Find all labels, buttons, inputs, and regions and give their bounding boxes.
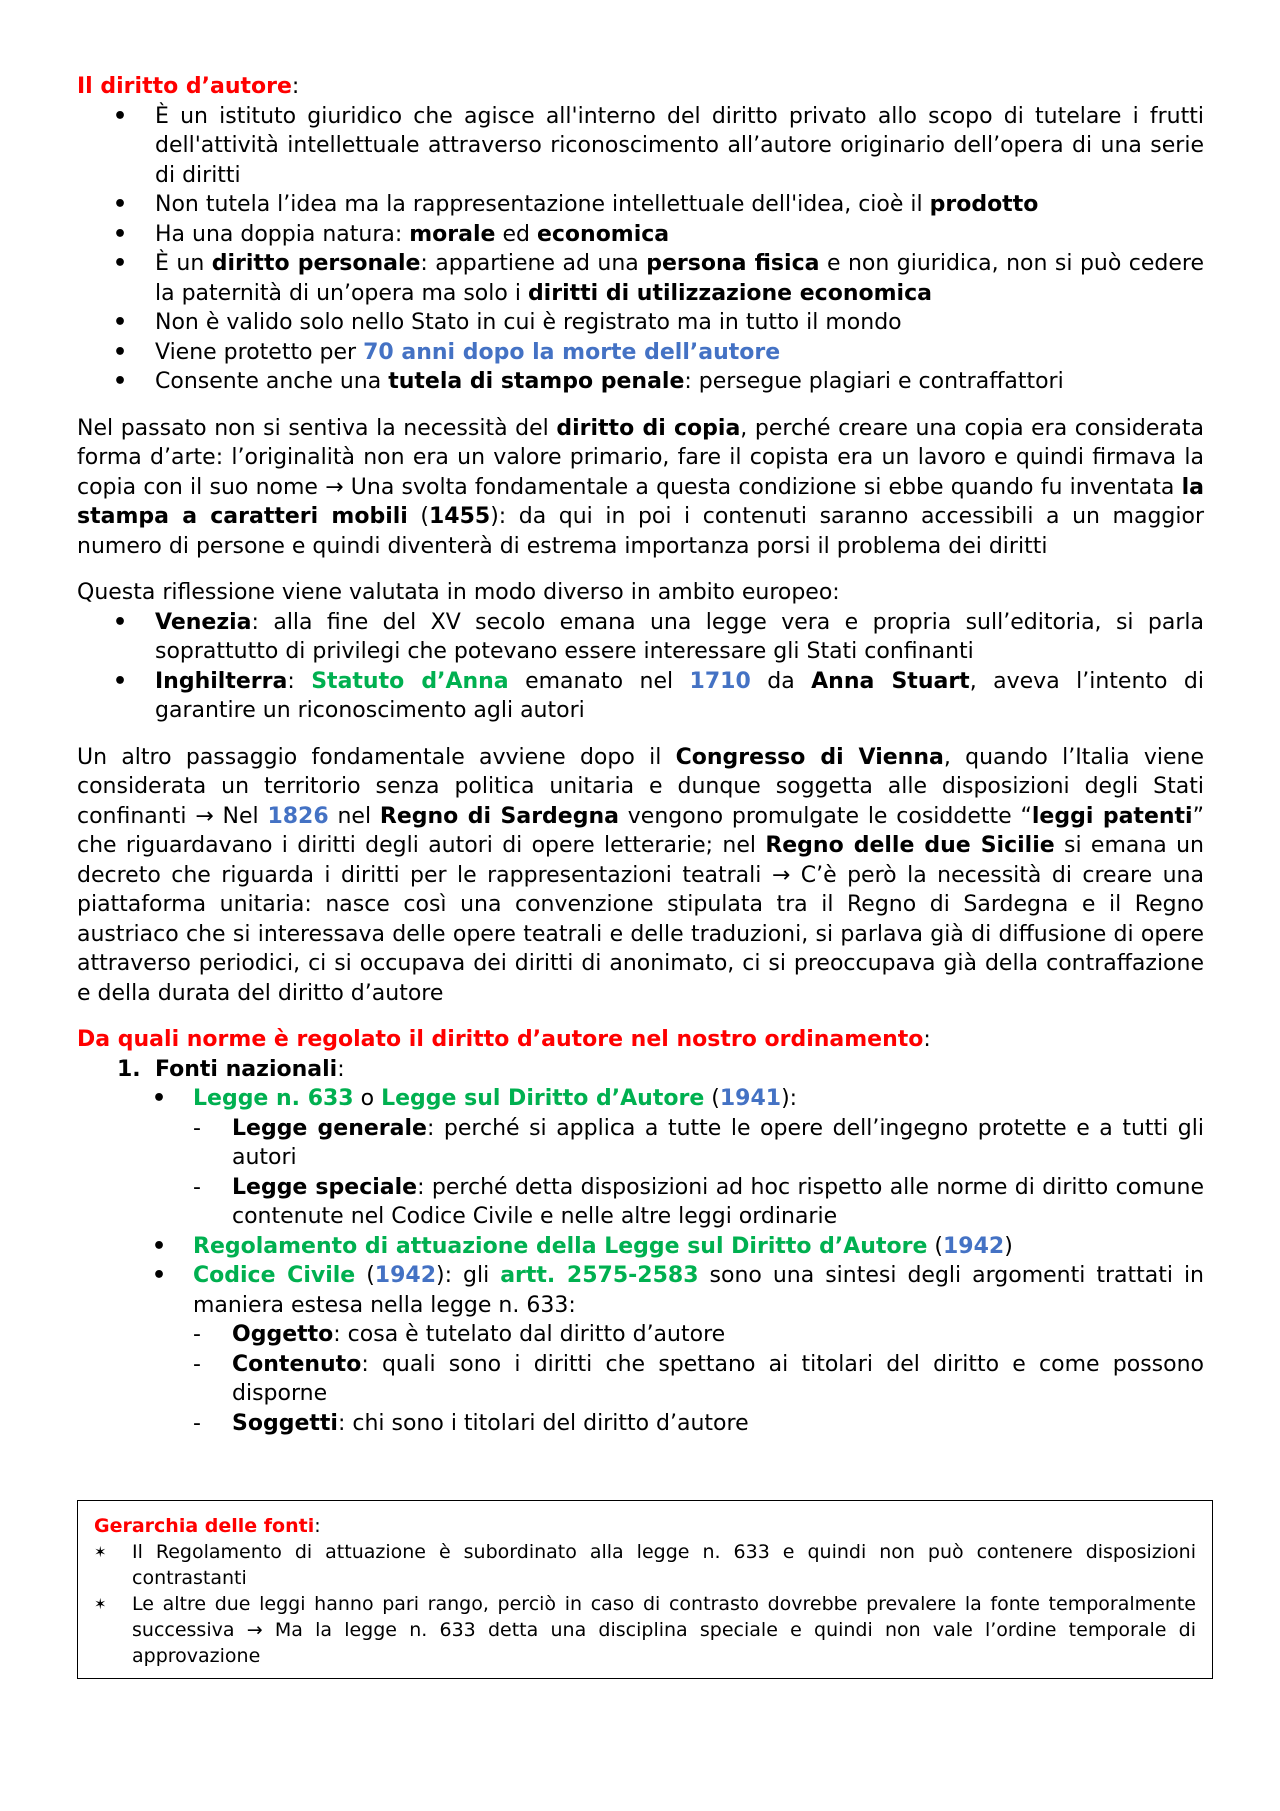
dash-list [77,1320,1204,1438]
list-item: • Ha una doppia natura: morale ed economica [77,220,1204,250]
list-item: • È un istituto giuridico che agisce all'interno del diritto privato allo scopo di tutelare i frutti dell'attività intellettuale attraverso riconoscimento all’autore originario dell’opera di una serie di diritti [77,102,1204,191]
list-item: - Soggetti: chi sono i titolari del diritto d’autore [77,1409,1204,1439]
section-heading: Da quali norme è regolato il diritto d’autore nel nostro ordinamento: [77,1027,931,1052]
dash-list [77,1114,1204,1232]
list-item: • Codice Civile (1942): gli artt. 2575-2583 sono una sintesi degli argomenti trattati in maniera estesa nella legge n. 633: - Oggetto: cosa è tutelato dal diritto d’autore - Contenuto: quali sono i diritti che spettano ai titolari del diritto e come possono disporne - Soggetti: chi sono i titolari del diritto d’autore [77,1261,1204,1438]
bullet-list [77,102,1204,397]
list-item: • Legge n. 633 o Legge sul Diritto d’Autore (1941): - Legge generale: perché si applica a tutte le opere dell’ingegno protette e a tutti gli autori - Legge speciale: perché detta disposizioni ad hoc rispetto alle norme di diritto comune contenute nel Codice Civile e nelle altre leggi ordinarie [77,1084,1204,1232]
paragraph: Questa riflessione viene valutata in modo diverso in ambito europeo: [77,580,840,605]
hierarchy-box [77,1500,1213,1679]
list-item: • Venezia: alla fine del XV secolo emana una legge vera e propria sull’editoria, si parla soprattutto di privilegi che potevano essere interessare gli Stati confinanti [77,608,1204,667]
list-item: • Inghilterra: Statuto d’Anna emanato nel 1710 da Anna Stuart, aveva l’intento di garantire un riconoscimento agli autori [77,667,1204,726]
list-item: - Oggetto: cosa è tutelato dal diritto d’autore [77,1320,1204,1350]
list-item: ✶ Il Regolamento di attuazione è subordinato alla legge n. 633 e quindi non può contenere disposizioni contrastanti [94,1539,1196,1591]
list-item: • Viene protetto per 70 anni dopo la morte dell’autore [77,338,1204,368]
list-item: • È un diritto personale: appartiene ad una persona fisica e non giuridica, non si può cedere la paternità di un’opera ma solo i diritti di utilizzazione economica [77,249,1204,308]
star-list [94,1539,1196,1669]
list-item: 1. Fonti nazionali: [117,1056,345,1082]
list-item: • Non tutela l’idea ma la rappresentazione intellettuale dell'idea, cioè il prodotto [77,190,1204,220]
bullet-list [77,1084,1204,1438]
numbered-list [77,1055,1204,1085]
paragraph: Un altro passaggio fondamentale avviene dopo il Congresso di Vienna, quando l’Italia viene considerata un territorio senza politica unitaria e dunque soggetta alle disposizioni degli Stati confinanti → Nel 1826 nel Regno di Sardegna vengono promulgate le cosiddette “leggi patenti” che riguardavano i diritti degli autori di opere letterarie; nel Regno delle due Sicilie si emana un decreto che riguarda i diritti per le rappresentazioni teatrali → C’è però la necessità di creare una piattaforma unitaria: nasce così una convenzione stipulata tra il Regno di Sardegna e il Regno austriaco che si interessava delle opere teatrali e delle traduzioni, si parlava già di diffusione di opere attraverso periodici, ci si occupava dei diritti di anonimato, ci si preoccupava già della contraffazione e della durata del diritto d’autore [77,744,1205,1006]
list-item: • Non è valido solo nello Stato in cui è registrato ma in tutto il mondo [77,308,1204,338]
list-item: • Consente anche una tutela di stampo penale: persegue plagiari e contraffattori [77,367,1204,397]
box-heading: Gerarchia delle fonti: [94,1515,321,1537]
section-heading: Il diritto d’autore: [77,74,300,99]
list-item: - Legge generale: perché si applica a tutte le opere dell’ingegno protette e a tutti gli autori [77,1114,1204,1173]
list-item: - Legge speciale: perché detta disposizioni ad hoc rispetto alle norme di diritto comune contenute nel Codice Civile e nelle altre leggi ordinarie [77,1173,1204,1232]
list-item: ✶ Le altre due leggi hanno pari rango, perciò in caso di contrasto dovrebbe prevalere la fonte temporalmente successiva → Ma la legge n. 633 detta una disciplina speciale e quindi non vale l’ordine temporale di approvazione [94,1591,1196,1669]
paragraph: Nel passato non si sentiva la necessità del diritto di copia, perché creare una copia era considerata forma d’arte: l’originalità non era un valore primario, fare il copista era un lavoro e quindi firmava la copia con il suo nome → Una svolta fondamentale a questa condizione si ebbe quando fu inventata la stampa a caratteri mobili (1455): da qui in poi i contenuti saranno accessibili a un maggior numero di persone e quindi diventerà di estrema importanza porsi il problema dei diritti [77,415,1205,559]
list-item: - Contenuto: quali sono i diritti che spettano ai titolari del diritto e come possono disporne [77,1350,1204,1409]
bullet-list [77,608,1204,726]
list-item: • Regolamento di attuazione della Legge sul Diritto d’Autore (1942) [77,1232,1204,1262]
